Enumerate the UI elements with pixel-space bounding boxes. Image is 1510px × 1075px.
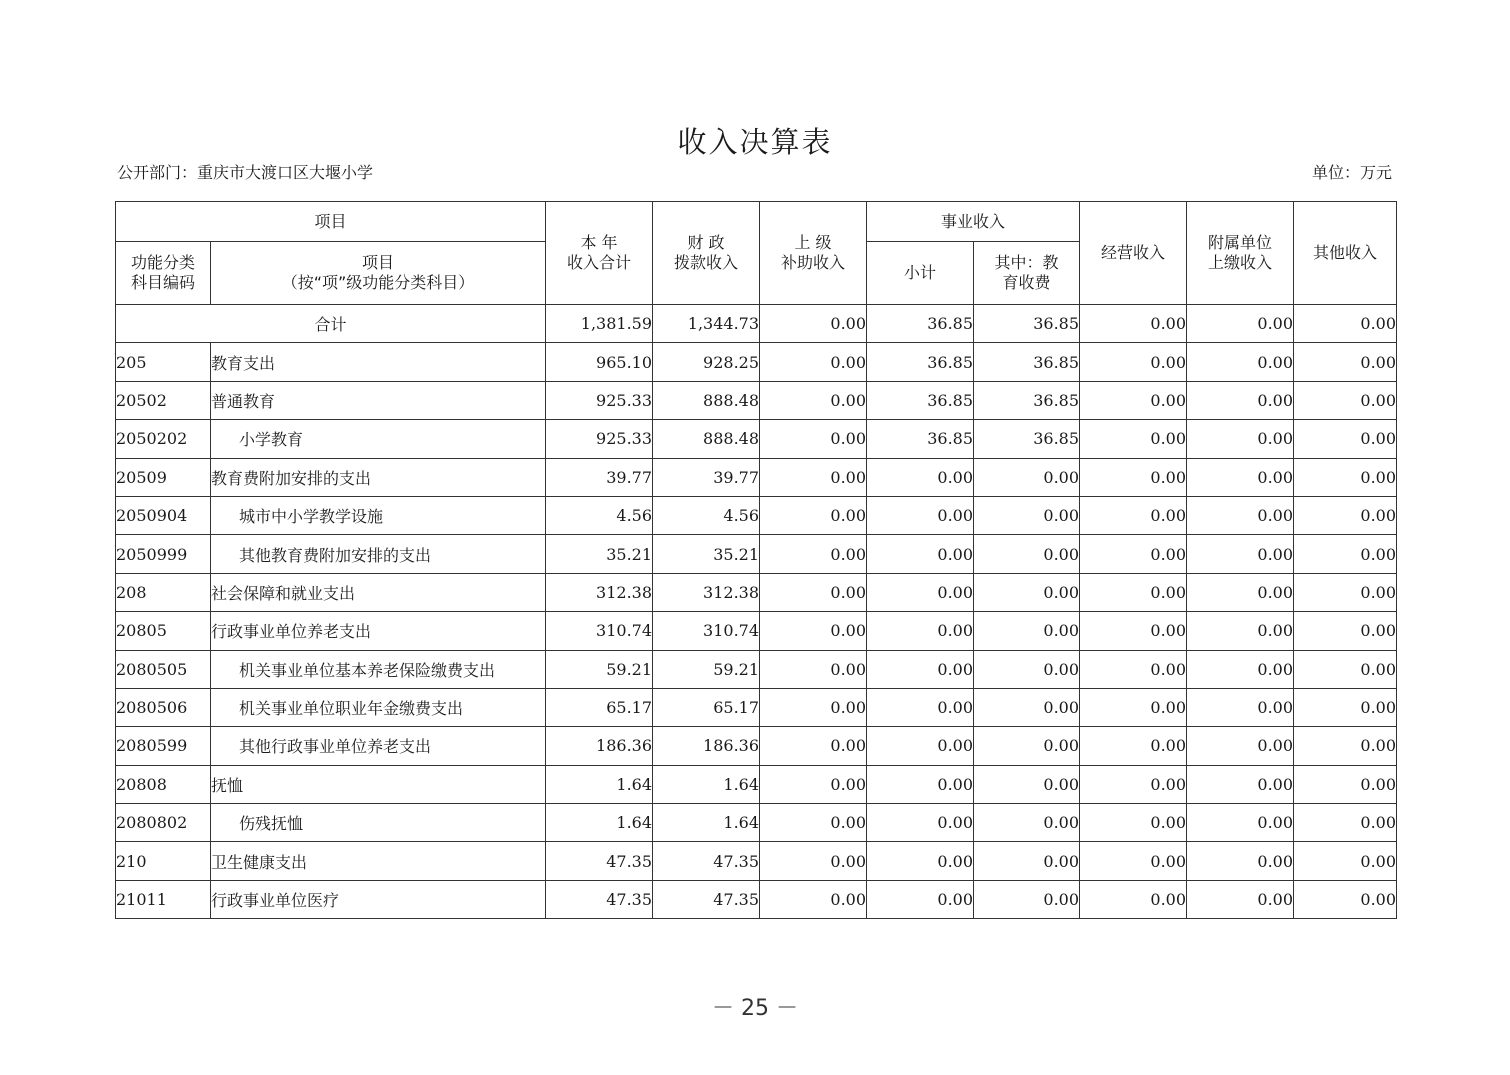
row-value: 0.00 xyxy=(1187,496,1294,534)
row-name: 其他行政事业单位养老支出 xyxy=(211,727,546,765)
row-value: 888.48 xyxy=(653,381,760,419)
row-value: 0.00 xyxy=(1294,535,1397,573)
total-cell: 36.85 xyxy=(867,305,974,343)
row-code: 2080599 xyxy=(116,727,211,765)
row-name: 小学教育 xyxy=(211,420,546,458)
row-code: 2050904 xyxy=(116,496,211,534)
row-value: 928.25 xyxy=(653,343,760,381)
row-value: 0.00 xyxy=(1080,496,1187,534)
row-value: 0.00 xyxy=(1080,420,1187,458)
header-business-group: 事业收入 xyxy=(867,202,1080,242)
total-cell: 0.00 xyxy=(1187,305,1294,343)
row-value: 0.00 xyxy=(1080,842,1187,880)
header-item-group: 项目 xyxy=(116,202,546,242)
row-value: 0.00 xyxy=(867,688,974,726)
total-cell: 1,344.73 xyxy=(653,305,760,343)
row-code: 2080506 xyxy=(116,688,211,726)
row-code: 205 xyxy=(116,343,211,381)
row-value: 35.21 xyxy=(546,535,653,573)
header-other: 其他收入 xyxy=(1294,202,1397,305)
row-value: 0.00 xyxy=(760,612,867,650)
row-value: 0.00 xyxy=(974,612,1080,650)
row-value: 36.85 xyxy=(867,343,974,381)
row-name: 机关事业单位职业年金缴费支出 xyxy=(211,688,546,726)
header-fiscal: 财 政 拨款收入 xyxy=(653,202,760,305)
row-value: 1.64 xyxy=(653,804,760,842)
row-value: 0.00 xyxy=(1080,650,1187,688)
row-value: 0.00 xyxy=(760,573,867,611)
row-value: 0.00 xyxy=(1187,688,1294,726)
row-value: 0.00 xyxy=(1187,420,1294,458)
row-value: 0.00 xyxy=(1187,650,1294,688)
row-value: 0.00 xyxy=(760,420,867,458)
page-title: 收入决算表 xyxy=(677,125,833,159)
row-value: 0.00 xyxy=(760,458,867,496)
header-subtotal: 小计 xyxy=(867,242,974,305)
row-value: 36.85 xyxy=(867,381,974,419)
table-row xyxy=(116,612,1397,650)
row-value: 0.00 xyxy=(1080,573,1187,611)
row-value: 0.00 xyxy=(974,496,1080,534)
row-value: 0.00 xyxy=(1187,804,1294,842)
row-value: 888.48 xyxy=(653,420,760,458)
row-code: 2050202 xyxy=(116,420,211,458)
row-code: 20502 xyxy=(116,381,211,419)
table-row xyxy=(116,765,1397,803)
row-name: 教育支出 xyxy=(211,343,546,381)
row-value: 0.00 xyxy=(1294,650,1397,688)
row-name: 机关事业单位基本养老保险缴费支出 xyxy=(211,650,546,688)
row-value: 0.00 xyxy=(867,535,974,573)
income-table xyxy=(115,201,1397,919)
row-code: 2080802 xyxy=(116,804,211,842)
unit-label: 单位：万元 xyxy=(1311,163,1392,182)
row-code: 2050999 xyxy=(116,535,211,573)
header-tuition: 其中：教 育收费 xyxy=(974,242,1080,305)
row-value: 0.00 xyxy=(1294,343,1397,381)
total-row xyxy=(116,305,1397,343)
row-value: 0.00 xyxy=(1187,343,1294,381)
table-row xyxy=(116,650,1397,688)
total-cell: 0.00 xyxy=(760,305,867,343)
row-value: 312.38 xyxy=(546,573,653,611)
row-value: 59.21 xyxy=(653,650,760,688)
row-value: 0.00 xyxy=(1080,727,1187,765)
row-value: 4.56 xyxy=(546,496,653,534)
row-value: 0.00 xyxy=(760,535,867,573)
row-value: 1.64 xyxy=(546,765,653,803)
row-value: 59.21 xyxy=(546,650,653,688)
table-row xyxy=(116,420,1397,458)
row-value: 39.77 xyxy=(653,458,760,496)
row-value: 186.36 xyxy=(546,727,653,765)
row-value: 1.64 xyxy=(546,804,653,842)
row-value: 0.00 xyxy=(974,535,1080,573)
row-value: 0.00 xyxy=(867,842,974,880)
row-value: 47.35 xyxy=(653,842,760,880)
row-value: 0.00 xyxy=(1080,612,1187,650)
row-value: 47.35 xyxy=(653,880,760,918)
table-row xyxy=(116,688,1397,726)
row-code: 21011 xyxy=(116,880,211,918)
table-row xyxy=(116,381,1397,419)
row-value: 0.00 xyxy=(1080,688,1187,726)
row-value: 310.74 xyxy=(653,612,760,650)
row-value: 0.00 xyxy=(1080,765,1187,803)
row-value: 0.00 xyxy=(1080,343,1187,381)
row-name: 社会保障和就业支出 xyxy=(211,573,546,611)
row-value: 0.00 xyxy=(1294,727,1397,765)
row-code: 2080505 xyxy=(116,650,211,688)
row-value: 0.00 xyxy=(1294,612,1397,650)
row-value: 36.85 xyxy=(867,420,974,458)
row-value: 0.00 xyxy=(1294,420,1397,458)
row-value: 0.00 xyxy=(867,727,974,765)
row-value: 0.00 xyxy=(760,804,867,842)
row-value: 0.00 xyxy=(1080,381,1187,419)
row-value: 0.00 xyxy=(1294,765,1397,803)
row-value: 186.36 xyxy=(653,727,760,765)
row-value: 0.00 xyxy=(974,573,1080,611)
row-name: 行政事业单位医疗 xyxy=(211,880,546,918)
row-value: 47.35 xyxy=(546,842,653,880)
row-value: 35.21 xyxy=(653,535,760,573)
row-value: 0.00 xyxy=(1187,612,1294,650)
row-value: 65.17 xyxy=(546,688,653,726)
row-value: 0.00 xyxy=(760,496,867,534)
row-code: 210 xyxy=(116,842,211,880)
table-row xyxy=(116,458,1397,496)
total-label: 合计 xyxy=(116,305,546,343)
row-value: 0.00 xyxy=(760,381,867,419)
row-code: 20805 xyxy=(116,612,211,650)
row-value: 0.00 xyxy=(1294,688,1397,726)
row-value: 0.00 xyxy=(1187,727,1294,765)
row-value: 0.00 xyxy=(1080,535,1187,573)
table-row xyxy=(116,496,1397,534)
header-total: 本 年 收入合计 xyxy=(546,202,653,305)
header-code: 功能分类 科目编码 xyxy=(116,242,211,305)
row-value: 0.00 xyxy=(760,343,867,381)
row-value: 0.00 xyxy=(867,650,974,688)
row-value: 0.00 xyxy=(974,842,1080,880)
row-value: 0.00 xyxy=(1187,765,1294,803)
row-value: 0.00 xyxy=(974,458,1080,496)
row-value: 0.00 xyxy=(1187,458,1294,496)
row-value: 36.85 xyxy=(974,420,1080,458)
row-value: 36.85 xyxy=(974,381,1080,419)
row-value: 0.00 xyxy=(1294,880,1397,918)
row-name: 教育费附加安排的支出 xyxy=(211,458,546,496)
row-value: 310.74 xyxy=(546,612,653,650)
row-value: 0.00 xyxy=(974,804,1080,842)
row-value: 0.00 xyxy=(974,727,1080,765)
header-affiliated: 附属单位 上缴收入 xyxy=(1187,202,1294,305)
row-code: 20808 xyxy=(116,765,211,803)
row-value: 0.00 xyxy=(760,765,867,803)
row-value: 0.00 xyxy=(1294,496,1397,534)
row-value: 0.00 xyxy=(1187,842,1294,880)
row-value: 0.00 xyxy=(1294,804,1397,842)
row-value: 0.00 xyxy=(760,688,867,726)
row-value: 0.00 xyxy=(867,880,974,918)
header-operating: 经营收入 xyxy=(1080,202,1187,305)
row-value: 1.64 xyxy=(653,765,760,803)
row-name: 普通教育 xyxy=(211,381,546,419)
row-value: 0.00 xyxy=(760,880,867,918)
row-value: 0.00 xyxy=(760,727,867,765)
row-value: 0.00 xyxy=(974,765,1080,803)
row-value: 0.00 xyxy=(974,688,1080,726)
row-value: 0.00 xyxy=(1187,880,1294,918)
row-name: 卫生健康支出 xyxy=(211,842,546,880)
row-name: 其他教育费附加安排的支出 xyxy=(211,535,546,573)
row-value: 0.00 xyxy=(1187,535,1294,573)
table-row xyxy=(116,842,1397,880)
row-value: 0.00 xyxy=(1187,573,1294,611)
header-name: 项目 （按“项”级功能分类科目） xyxy=(211,242,546,305)
row-value: 0.00 xyxy=(1187,381,1294,419)
table-row xyxy=(116,535,1397,573)
row-value: 39.77 xyxy=(546,458,653,496)
row-value: 0.00 xyxy=(1080,458,1187,496)
total-cell: 0.00 xyxy=(1294,305,1397,343)
row-value: 312.38 xyxy=(653,573,760,611)
row-value: 0.00 xyxy=(867,612,974,650)
row-value: 0.00 xyxy=(867,458,974,496)
row-value: 0.00 xyxy=(867,496,974,534)
header-superior: 上 级 补助收入 xyxy=(760,202,867,305)
row-name: 伤残抚恤 xyxy=(211,804,546,842)
table-row xyxy=(116,727,1397,765)
row-value: 0.00 xyxy=(760,650,867,688)
table-row xyxy=(116,804,1397,842)
row-value: 47.35 xyxy=(546,880,653,918)
row-name: 行政事业单位养老支出 xyxy=(211,612,546,650)
total-cell: 1,381.59 xyxy=(546,305,653,343)
row-value: 0.00 xyxy=(760,842,867,880)
row-value: 0.00 xyxy=(1080,880,1187,918)
row-value: 0.00 xyxy=(1080,804,1187,842)
department-label: 公开部门：重庆市大渡口区大堰小学 xyxy=(117,163,374,182)
page-number: － 25 － xyxy=(712,996,798,1021)
table-row xyxy=(116,343,1397,381)
row-value: 36.85 xyxy=(974,343,1080,381)
row-code: 20509 xyxy=(116,458,211,496)
row-code: 208 xyxy=(116,573,211,611)
row-value: 0.00 xyxy=(867,765,974,803)
row-name: 抚恤 xyxy=(211,765,546,803)
row-value: 0.00 xyxy=(1294,458,1397,496)
row-name: 城市中小学教学设施 xyxy=(211,496,546,534)
row-value: 925.33 xyxy=(546,381,653,419)
row-value: 0.00 xyxy=(1294,573,1397,611)
row-value: 65.17 xyxy=(653,688,760,726)
total-cell: 36.85 xyxy=(974,305,1080,343)
row-value: 925.33 xyxy=(546,420,653,458)
total-cell: 0.00 xyxy=(1080,305,1187,343)
row-value: 965.10 xyxy=(546,343,653,381)
table-row xyxy=(116,573,1397,611)
row-value: 0.00 xyxy=(867,573,974,611)
row-value: 4.56 xyxy=(653,496,760,534)
row-value: 0.00 xyxy=(974,650,1080,688)
row-value: 0.00 xyxy=(1294,842,1397,880)
row-value: 0.00 xyxy=(974,880,1080,918)
row-value: 0.00 xyxy=(867,804,974,842)
row-value: 0.00 xyxy=(1294,381,1397,419)
table-row xyxy=(116,880,1397,918)
